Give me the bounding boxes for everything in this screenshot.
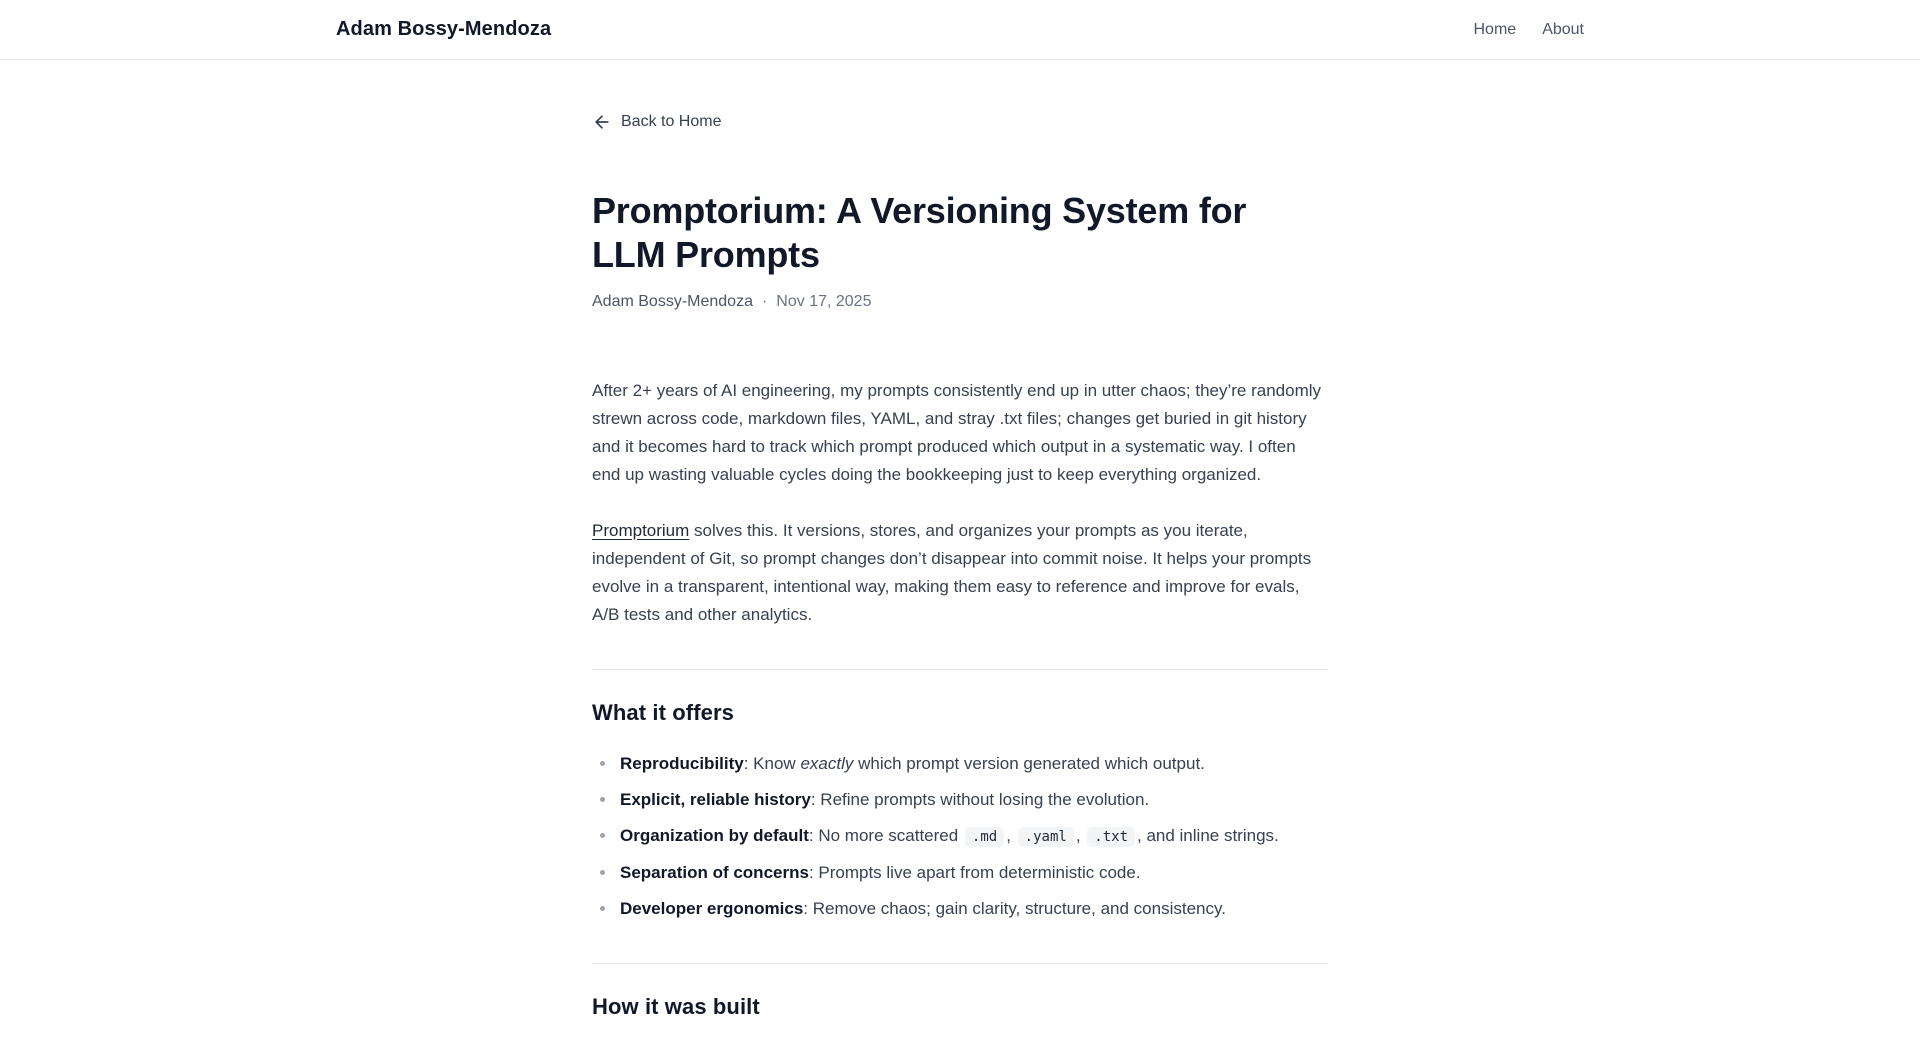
list-item: Separation of concerns: Prompts live apart from deterministic code.: [592, 859, 1328, 887]
main-content: [0, 60, 1920, 1044]
intro-paragraph-2: Promptorium solves this. It versions, stores, and organizes your prompts as you iterate, independent of Git, so prompt changes don’t disappear into commit noise. It helps your prompts evolve in a transparent, intentional way, making them easy to reference and improve for evals, A/B tests and other analytics.: [592, 521, 1312, 624]
back-to-home-link[interactable]: [592, 112, 721, 132]
nav-link-about[interactable]: About: [1542, 20, 1584, 38]
site-brand[interactable]: Adam Bossy-Mendoza: [336, 18, 552, 40]
header-nav: [1474, 21, 1585, 39]
promptorium-link[interactable]: Promptorium: [592, 521, 690, 540]
nav-link-home[interactable]: Home: [1473, 20, 1517, 38]
post-date: Nov 17, 2025: [776, 293, 872, 310]
article-body: [592, 377, 1328, 1020]
section-heading-how-it-was-built: How it was built: [592, 994, 760, 1019]
section-heading-what-it-offers: What it offers: [592, 700, 734, 725]
site-header: [0, 0, 1920, 60]
list-item: Developer ergonomics: Remove chaos; gain clarity, structure, and consistency.: [592, 895, 1328, 923]
page-title: Promptorium: A Versioning System for LLM Prompts: [592, 190, 1247, 275]
offers-list: [592, 750, 1328, 923]
author-name: Adam Bossy-Mendoza: [592, 293, 753, 310]
intro-paragraph-1: After 2+ years of AI engineering, my prompts consistently end up in utter chaos; they’re randomly strewn across code, markdown files, YAML, and stray .txt files; changes get buried in git history and it becomes hard to track which prompt produced which output in a systematic way. I often end up wasting valuable cycles doing the bookkeeping just to keep everything organized.: [592, 381, 1322, 484]
header-inner: [320, 18, 1600, 41]
dot-separator: ·: [761, 293, 768, 310]
byline: [592, 293, 1328, 311]
list-item: Reproducibility: Know exactly which prompt version generated which output.: [592, 750, 1328, 778]
list-item: Explicit, reliable history: Refine prompts without losing the evolution.: [592, 786, 1328, 814]
article-container: [592, 60, 1328, 1044]
back-to-home-label: Back to Home: [621, 113, 722, 130]
arrow-left-icon: [592, 112, 612, 132]
section-divider-2: [592, 963, 1328, 964]
section-divider-1: [592, 669, 1328, 670]
list-item: Organization by default: No more scattered .md , .yaml , .txt , and inline strings.: [592, 822, 1328, 851]
